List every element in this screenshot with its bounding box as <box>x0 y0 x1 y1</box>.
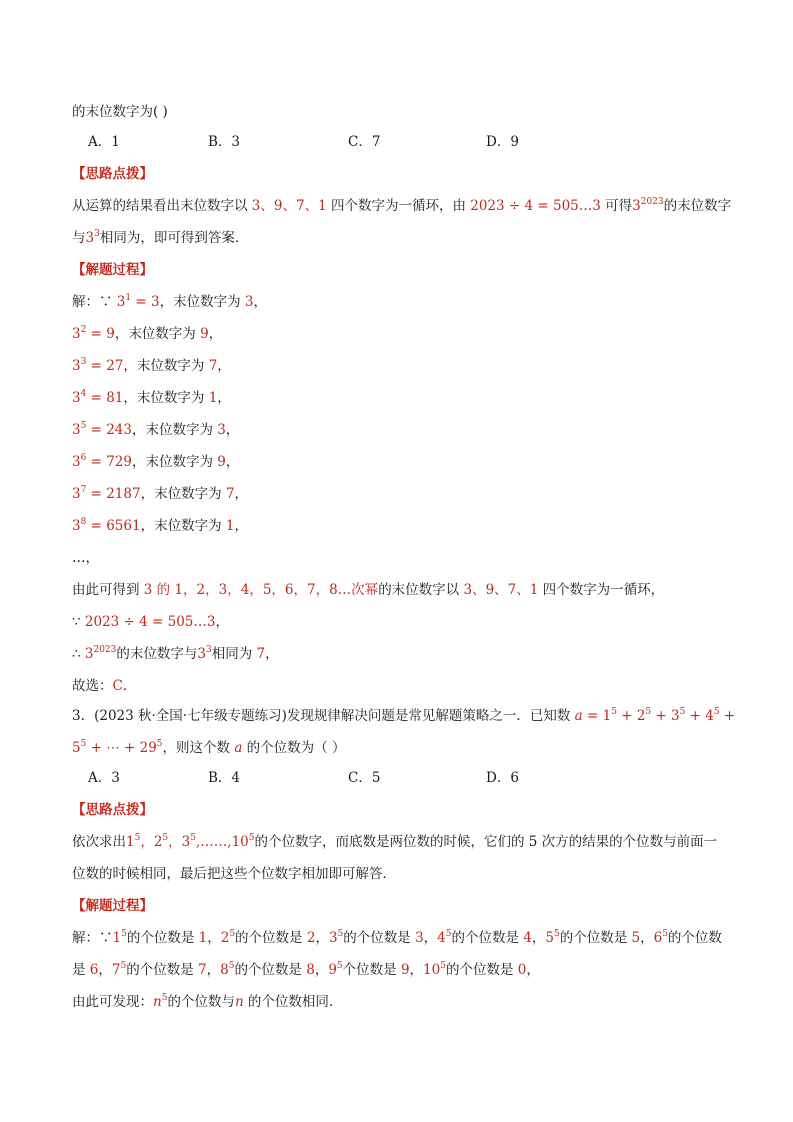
digit-fact: $10^5$的个位数是 0， <box>423 961 540 978</box>
q3-option-c: C．5 <box>348 770 381 786</box>
q3-option-b: B．4 <box>208 770 241 786</box>
digit-fact: $9^5$个位数是 9， <box>328 961 424 978</box>
digit-fact: $3^5$的个位数是 3， <box>328 929 438 946</box>
solution-2-power-row: $3^3 = 27$，末位数字为 7， <box>72 357 231 374</box>
solution-3-line-2 <box>72 960 540 980</box>
digit-fact: 是 6， <box>72 962 112 978</box>
q2-option-d: D．9 <box>486 134 519 150</box>
digit-fact: $2^5$的个位数是 2， <box>220 929 329 946</box>
hint-heading-3: 【思路点拨】 <box>72 802 153 818</box>
hint-3-line-1: 依次求出$1^5$，$2^5$，$3^5,\dots\dots,10^5$的个位数字，而底数是两位数的时候，它们的 5 次方的结果的个位数与前面一 <box>72 833 718 850</box>
q3-option-a: A．3 <box>88 770 120 786</box>
digit-fact: $8^5$的个位数是 8， <box>220 961 329 978</box>
hint-2-line-1: 从运算的结果看出末位数字以 3、9、7、1 四个数字为一循环，由 2023 ÷ 4 = 505…3 可得$3^{2023}$的末位数字 <box>72 197 732 214</box>
hint-3-line-2: 位数的时候相同，最后把这些个位数字相加即可解答． <box>72 866 396 882</box>
digit-fact: $5^5$的个位数是 5， <box>545 929 654 946</box>
solution-2-power-row: $3^8 = 6561$，末位数字为 1， <box>72 517 248 534</box>
solution-2-conclusion: 由此可得到 3 的 1，2，3，4，5，6，7，8…次幂的末位数字以 3、9、7、1 四个数字为一循环， <box>72 582 665 598</box>
solution-2-power-row: $3^6 = 729$，末位数字为 9， <box>72 453 240 470</box>
solution-2-power-row: $3^4 = 81$，末位数字为 1， <box>72 389 231 406</box>
solution-3-line-3: 由此可发现：$n^5$的个位数与n 的个位数相同． <box>72 993 343 1010</box>
hint-heading: 【思路点拨】 <box>72 166 153 182</box>
digit-fact: $7^5$的个位数是 7， <box>111 961 221 978</box>
solution-heading-3: 【解题过程】 <box>72 898 153 914</box>
solution-heading: 【解题过程】 <box>72 262 153 278</box>
question-3-line-2: $5^5$ + ⋯ + $29^5$，则这个数 a 的个位数为（ ） <box>72 739 346 756</box>
q3-option-d: D．6 <box>486 770 519 786</box>
solution-2-power-row: $3^2 = 9$，末位数字为 9， <box>72 325 223 342</box>
solution-2-ellipsis: …， <box>72 550 99 566</box>
question-3-line-1: 3．(2023 秋·全国·七年级专题练习)发现规律解决问题是常见解题策略之一．已知数 $a = 1^5 + 2^5 + 3^5 + 4^5$ + <box>72 707 736 724</box>
digit-fact: 解：$\because 1^5$的个位数是 1， <box>72 929 221 946</box>
solution-2-because: ∵ 2023 ÷ 4 = 505…3， <box>72 614 229 630</box>
q2-option-b: B．3 <box>208 134 241 150</box>
solution-2-power-row: 解：∵ $3^1 = 3$，末位数字为 3， <box>72 293 267 310</box>
solution-2-power-row: $3^5 = 243$，末位数字为 3， <box>72 421 240 438</box>
solution-2-power-row: $3^7 = 2187$，末位数字为 7， <box>72 485 248 502</box>
digit-fact: $4^5$的个位数是 4， <box>437 929 546 946</box>
solution-2-answer: 故选：C． <box>72 678 137 694</box>
digit-fact: $6^5$的个位数 <box>653 929 722 946</box>
question-2-stem-tail: 的末位数字为( ) <box>72 104 168 120</box>
q2-option-c: C．7 <box>348 134 381 150</box>
solution-2-therefore: ∴ $3^{2023}$的末位数字与$3^3$相同为 7， <box>72 645 279 662</box>
solution-3-line-1 <box>72 928 722 948</box>
hint-2-line-2: 与$3^3$相同为，即可得到答案． <box>72 229 249 246</box>
q2-option-a: A．1 <box>88 134 120 150</box>
